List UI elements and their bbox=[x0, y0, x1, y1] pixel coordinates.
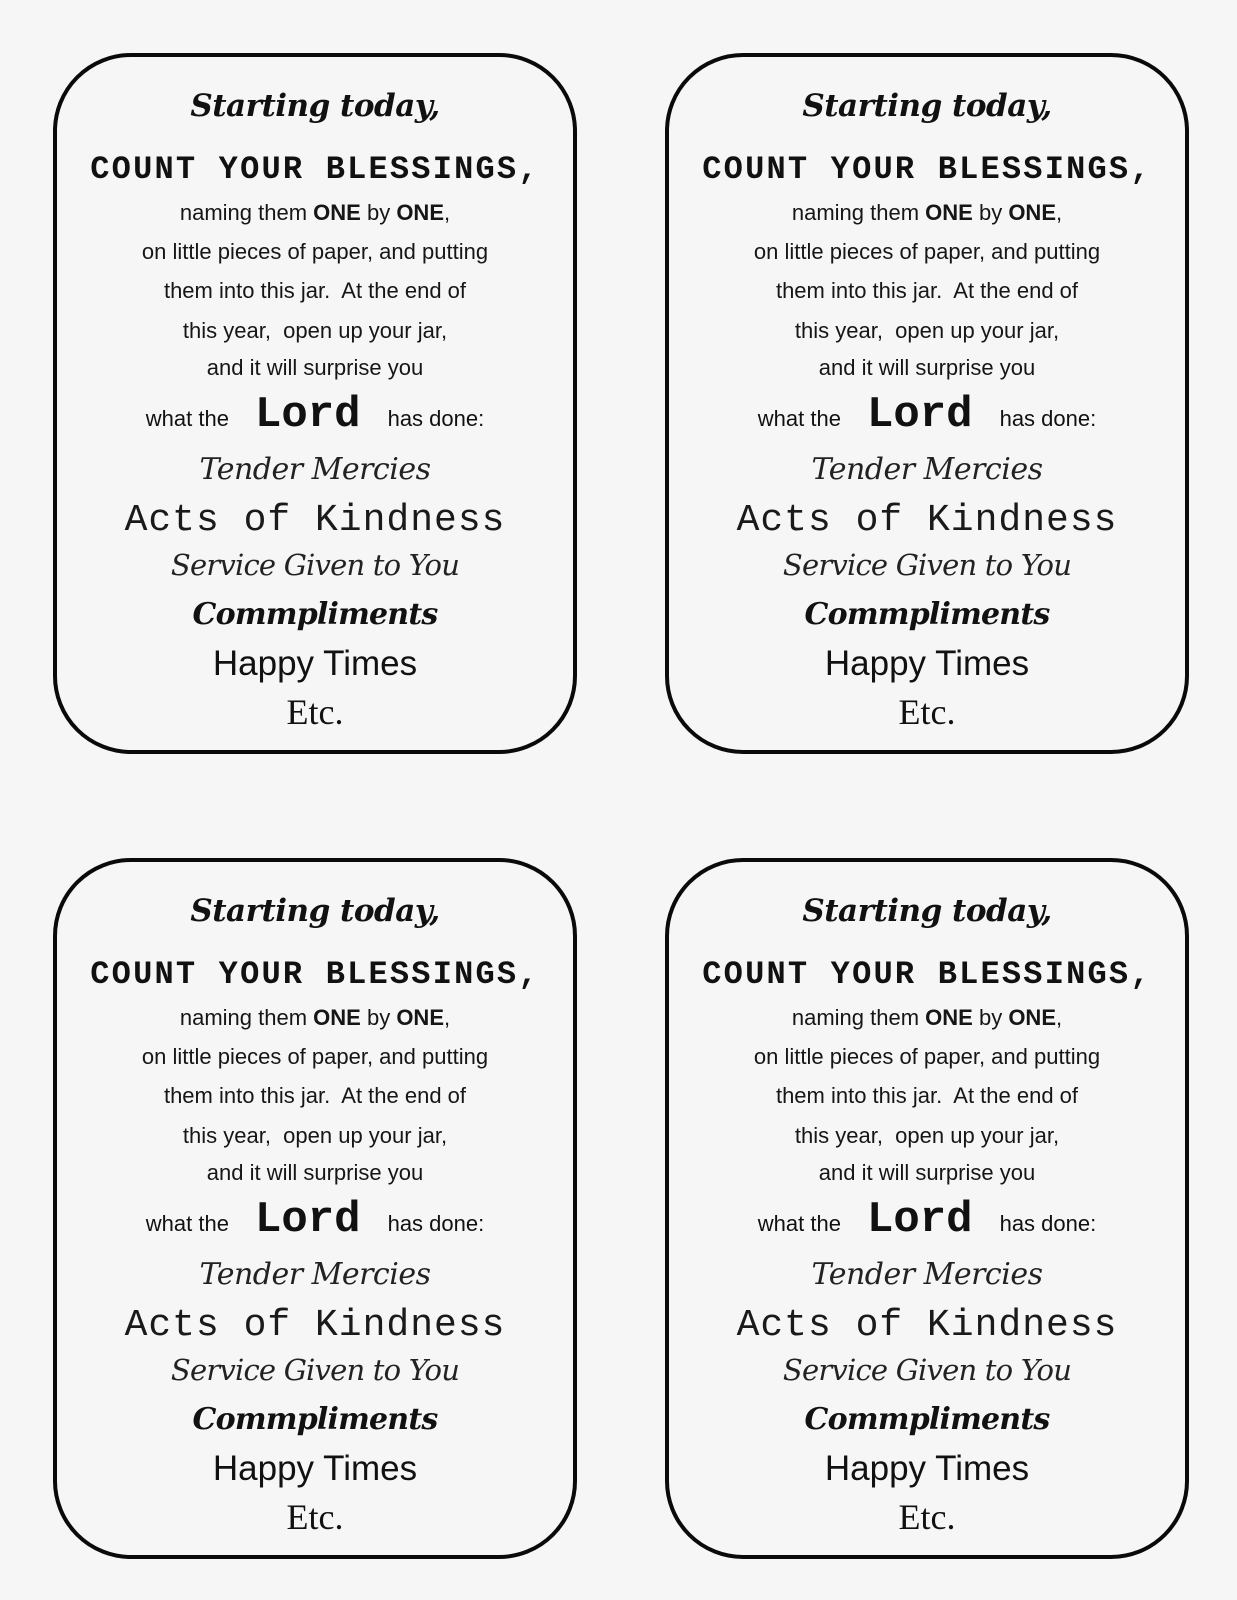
item-etc: Etc. bbox=[898, 692, 956, 732]
starting-today-heading: Starting today, bbox=[190, 893, 440, 929]
count-your-blessings-headline: COUNT YOUR BLESSINGS, bbox=[702, 956, 1152, 993]
naming-by: by bbox=[972, 200, 1009, 225]
item-compliments: Commpliments bbox=[804, 1402, 1050, 1437]
body-line-pieces: on little pieces of paper, and putting bbox=[141, 239, 489, 264]
naming-by: by bbox=[360, 200, 397, 225]
count-your-blessings-headline: COUNT YOUR BLESSINGS, bbox=[90, 956, 540, 993]
item-acts-of-kindness: Acts of Kindness bbox=[736, 1304, 1118, 1347]
lord-prefix: what the bbox=[757, 1211, 841, 1236]
item-tender-mercies: Tender Mercies bbox=[811, 1257, 1043, 1292]
item-acts-of-kindness: Acts of Kindness bbox=[736, 499, 1118, 542]
naming-prefix: naming them bbox=[179, 1005, 314, 1030]
lord-word: Lord bbox=[254, 1195, 361, 1245]
naming-line bbox=[57, 202, 573, 224]
body-line-pieces: on little pieces of paper, and putting bbox=[141, 1044, 489, 1069]
item-service-given: Service Given to You bbox=[782, 1353, 1072, 1387]
one-emphasis: ONE bbox=[925, 1005, 973, 1030]
body-line-year: this year, open up your jar, bbox=[182, 318, 448, 343]
lord-prefix: what the bbox=[757, 406, 841, 431]
naming-prefix: naming them bbox=[179, 200, 314, 225]
naming-by: by bbox=[360, 1005, 397, 1030]
body-line-pieces: on little pieces of paper, and putting bbox=[753, 239, 1101, 264]
item-compliments: Commpliments bbox=[804, 597, 1050, 632]
lord-word: Lord bbox=[866, 1195, 973, 1245]
naming-suffix: , bbox=[1056, 1005, 1063, 1030]
lord-line bbox=[669, 1195, 1185, 1245]
one-emphasis: ONE bbox=[313, 1005, 361, 1030]
body-line-jar: them into this jar. At the end of bbox=[775, 1083, 1079, 1108]
one-emphasis: ONE bbox=[1008, 200, 1056, 225]
lord-prefix: what the bbox=[145, 406, 229, 431]
item-etc: Etc. bbox=[898, 1497, 956, 1537]
item-etc: Etc. bbox=[286, 1497, 344, 1537]
one-emphasis: ONE bbox=[1008, 1005, 1056, 1030]
item-etc: Etc. bbox=[286, 692, 344, 732]
body-line-surprise: and it will surprise you bbox=[206, 1160, 424, 1185]
blessing-card-bottom-left bbox=[53, 858, 577, 1559]
item-tender-mercies: Tender Mercies bbox=[199, 1257, 431, 1292]
body-line-year: this year, open up your jar, bbox=[182, 1123, 448, 1148]
item-service-given: Service Given to You bbox=[170, 1353, 460, 1387]
starting-today-heading: Starting today, bbox=[802, 88, 1052, 124]
blessing-card-bottom-right bbox=[665, 858, 1189, 1559]
one-emphasis: ONE bbox=[396, 200, 444, 225]
lord-line bbox=[57, 390, 573, 440]
naming-prefix: naming them bbox=[791, 200, 926, 225]
item-service-given: Service Given to You bbox=[170, 548, 460, 582]
body-line-jar: them into this jar. At the end of bbox=[163, 1083, 467, 1108]
lord-suffix: has done: bbox=[999, 1211, 1097, 1236]
body-line-surprise: and it will surprise you bbox=[206, 355, 424, 380]
naming-line bbox=[669, 202, 1185, 224]
naming-prefix: naming them bbox=[791, 1005, 926, 1030]
one-emphasis: ONE bbox=[925, 200, 973, 225]
item-happy-times: Happy Times bbox=[824, 1449, 1030, 1488]
lord-prefix: what the bbox=[145, 1211, 229, 1236]
body-line-year: this year, open up your jar, bbox=[794, 1123, 1060, 1148]
body-line-surprise: and it will surprise you bbox=[818, 355, 1036, 380]
naming-line bbox=[669, 1007, 1185, 1029]
one-emphasis: ONE bbox=[313, 200, 361, 225]
item-compliments: Commpliments bbox=[192, 1402, 438, 1437]
lord-line bbox=[57, 1195, 573, 1245]
naming-suffix: , bbox=[444, 200, 451, 225]
starting-today-heading: Starting today, bbox=[190, 88, 440, 124]
item-happy-times: Happy Times bbox=[212, 1449, 418, 1488]
lord-word: Lord bbox=[866, 390, 973, 440]
starting-today-heading: Starting today, bbox=[802, 893, 1052, 929]
item-tender-mercies: Tender Mercies bbox=[199, 452, 431, 487]
blessing-card-top-right bbox=[665, 53, 1189, 754]
count-your-blessings-headline: COUNT YOUR BLESSINGS, bbox=[90, 151, 540, 188]
body-line-jar: them into this jar. At the end of bbox=[163, 278, 467, 303]
lord-word: Lord bbox=[254, 390, 361, 440]
lord-line bbox=[669, 390, 1185, 440]
naming-suffix: , bbox=[444, 1005, 451, 1030]
count-your-blessings-headline: COUNT YOUR BLESSINGS, bbox=[702, 151, 1152, 188]
blessing-card-top-left bbox=[53, 53, 577, 754]
item-tender-mercies: Tender Mercies bbox=[811, 452, 1043, 487]
item-compliments: Commpliments bbox=[192, 597, 438, 632]
item-happy-times: Happy Times bbox=[212, 644, 418, 683]
item-happy-times: Happy Times bbox=[824, 644, 1030, 683]
naming-suffix: , bbox=[1056, 200, 1063, 225]
lord-suffix: has done: bbox=[387, 1211, 485, 1236]
item-acts-of-kindness: Acts of Kindness bbox=[124, 1304, 506, 1347]
item-acts-of-kindness: Acts of Kindness bbox=[124, 499, 506, 542]
body-line-jar: them into this jar. At the end of bbox=[775, 278, 1079, 303]
lord-suffix: has done: bbox=[999, 406, 1097, 431]
item-service-given: Service Given to You bbox=[782, 548, 1072, 582]
one-emphasis: ONE bbox=[396, 1005, 444, 1030]
naming-by: by bbox=[972, 1005, 1009, 1030]
body-line-surprise: and it will surprise you bbox=[818, 1160, 1036, 1185]
body-line-year: this year, open up your jar, bbox=[794, 318, 1060, 343]
naming-line bbox=[57, 1007, 573, 1029]
lord-suffix: has done: bbox=[387, 406, 485, 431]
body-line-pieces: on little pieces of paper, and putting bbox=[753, 1044, 1101, 1069]
